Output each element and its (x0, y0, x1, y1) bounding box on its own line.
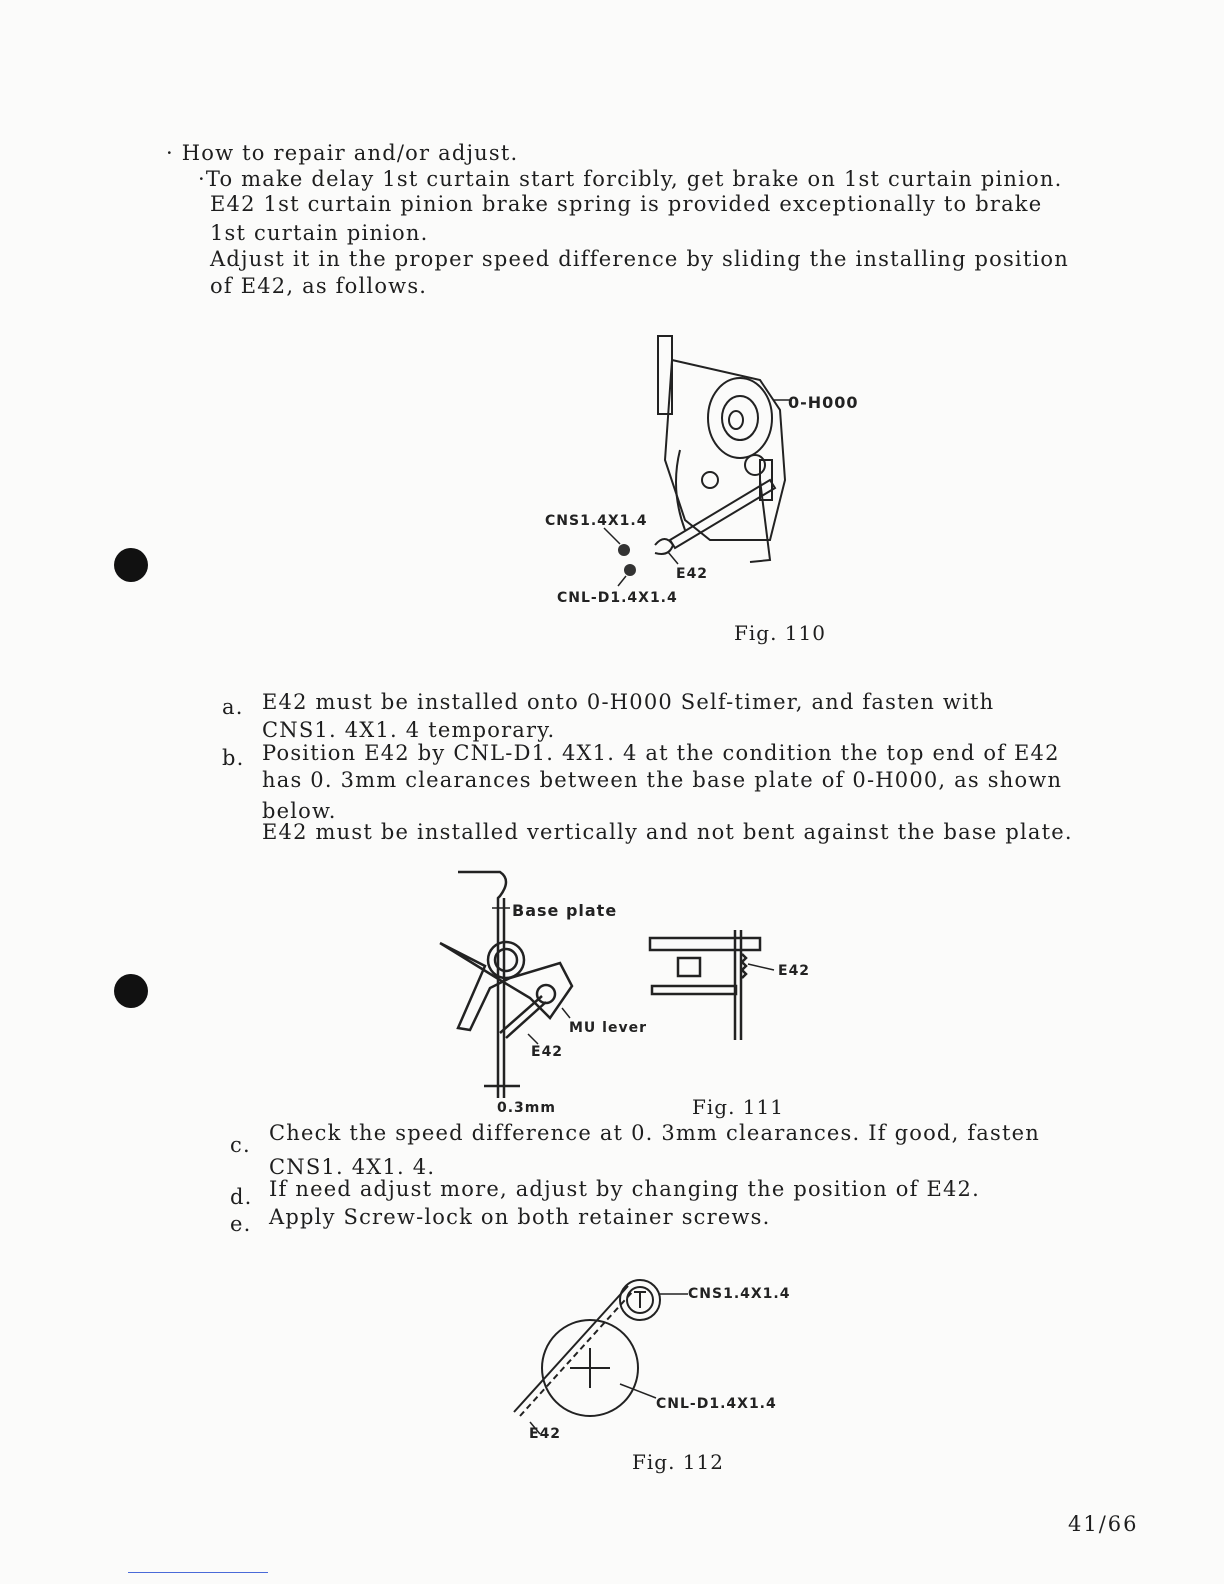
step-b-marker: b. (222, 746, 245, 770)
fig-111-label-gap: 0.3mm (497, 1100, 556, 1116)
fig-110-drawing (560, 330, 800, 590)
fig-112-caption: Fig. 112 (632, 1450, 724, 1474)
fig-111-label-lever: MU lever (569, 1020, 647, 1036)
page-number: 41/66 (1068, 1512, 1139, 1536)
step-b-line-3: below. (262, 799, 337, 823)
step-b-line-4: E42 must be installed vertically and not bent against the base plate. (262, 820, 1073, 844)
fig-112-label-screw2: CNL-D1.4X1.4 (656, 1396, 777, 1412)
step-b-line-1: Position E42 by CNL-D1. 4X1. 4 at the condition the top end of E42 (262, 741, 1060, 765)
step-a-line-1: E42 must be installed onto 0-H000 Self-timer, and fasten with (262, 690, 995, 714)
fig-111-caption: Fig. 111 (692, 1095, 784, 1119)
fig-110-label-spring: E42 (676, 566, 709, 582)
step-c-line-1: Check the speed difference at 0. 3mm clearances. If good, fasten (269, 1121, 1040, 1145)
fig-111-label-base: Base plate (512, 901, 618, 920)
fig-112-label-screw1: CNS1.4X1.4 (688, 1286, 791, 1302)
intro-line-3: 1st curtain pinion. (210, 221, 429, 245)
step-d-marker: d. (230, 1185, 253, 1209)
fig-111-label-spring: E42 (531, 1044, 564, 1060)
fig-111-label-side-spring: E42 (778, 963, 811, 979)
intro-line-4: Adjust it in the proper speed difference by sliding the installing position (210, 247, 1069, 271)
step-a-marker: a. (222, 695, 244, 719)
intro-line-5: of E42, as follows. (210, 274, 428, 298)
binder-hole-top (114, 548, 148, 582)
footer-rule (128, 1572, 268, 1573)
intro-line-1: ·To make delay 1st curtain start forcibly, get brake on 1st curtain pinion. (198, 167, 1063, 191)
step-a-line-2: CNS1. 4X1. 4 temporary. (262, 718, 556, 742)
step-d-line-1: If need adjust more, adjust by changing the position of E42. (269, 1177, 980, 1201)
section-heading: · How to repair and/or adjust. (166, 141, 519, 165)
step-c-line-2: CNS1. 4X1. 4. (269, 1155, 436, 1179)
fig-110-caption: Fig. 110 (734, 621, 826, 645)
step-e-marker: e. (230, 1212, 252, 1236)
fig-110-label-screw1: CNS1.4X1.4 (545, 513, 648, 529)
fig-110-label-screw2: CNL-D1.4X1.4 (557, 590, 678, 606)
fig-112-label-spring: E42 (529, 1426, 562, 1442)
step-c-marker: c. (230, 1133, 251, 1157)
step-e-line-1: Apply Screw-lock on both retainer screws. (269, 1205, 771, 1229)
fig-110-label-part: 0-H000 (788, 393, 859, 412)
intro-line-2: E42 1st curtain pinion brake spring is provided exceptionally to brake (210, 192, 1043, 216)
binder-hole-bottom (114, 974, 148, 1008)
step-b-line-2: has 0. 3mm clearances between the base plate of 0-H000, as shown (262, 768, 1063, 792)
